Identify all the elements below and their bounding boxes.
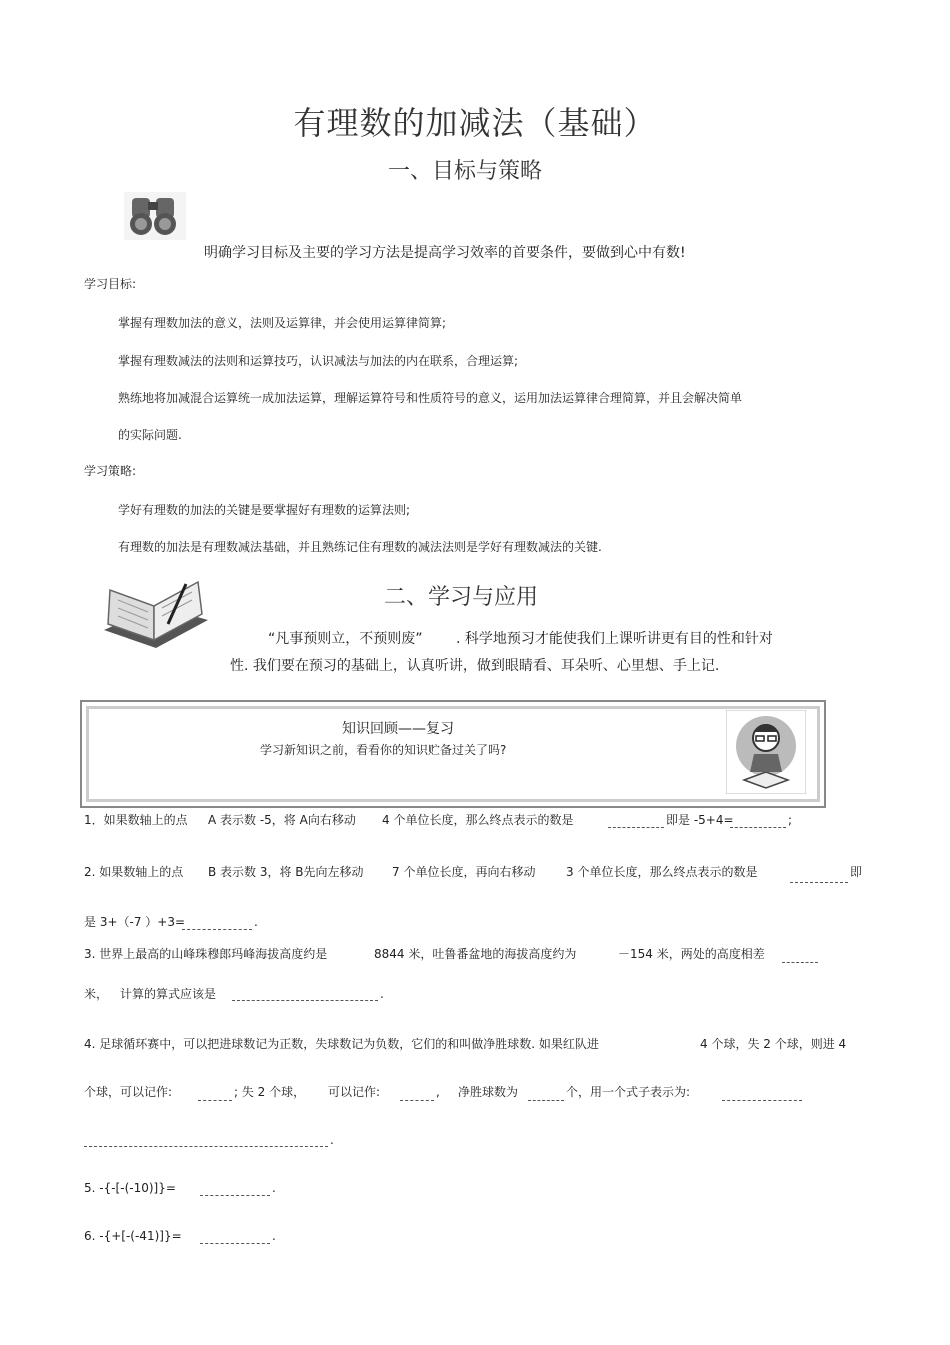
question-2-text: 3 个单位长度，那么终点表示的数是 <box>566 865 758 879</box>
quote-line2: 性. 我们要在预习的基础上，认真听讲，做到眼睛看、耳朵听、心里想、手上记. <box>230 658 720 674</box>
strategy-item: 学好有理数的加法的关键是要掌握好有理数的运算法则; <box>118 503 411 517</box>
question-1-text: A 表示数 -5，将 A向右移动 <box>208 813 356 827</box>
goal-item: 熟练地将加减混合运算统一成加法运算，理解运算符号和性质符号的意义，运用加法运算律合理简算，并且会解决简单 <box>118 391 743 405</box>
goals-label: 学习目标: <box>84 277 137 291</box>
question-4-text: 4. 足球循环赛中，可以把进球数记为正数，失球数记为负数，它们的和叫做净胜球数. 如果红队进 <box>84 1037 599 1051</box>
answer-blank[interactable] <box>730 813 786 828</box>
question-4-text: ; 失 2 个球， <box>234 1085 306 1099</box>
student-reading-icon <box>726 710 806 794</box>
answer-blank[interactable] <box>782 948 818 963</box>
question-2-text: B 表示数 3，将 B先向左移动 <box>208 865 364 879</box>
answer-blank[interactable] <box>198 1086 232 1101</box>
answer-blank[interactable] <box>790 868 848 883</box>
section1-heading: 一、目标与策略 <box>387 159 542 184</box>
page-title: 有理数的加减法（基础） <box>293 104 657 142</box>
question-2-text: . <box>254 915 258 929</box>
quote-part1: “凡事预则立，不预则废” <box>268 631 423 647</box>
question-4-text: , <box>436 1085 440 1099</box>
goal-item: 掌握有理数减法的法则和运算技巧，认识减法与加法的内在联系，合理运算; <box>118 354 519 368</box>
review-box-subtitle: 学习新知识之前，看看你的知识贮备过关了吗? <box>260 743 507 757</box>
question-4-text: 个，用一个式子表示为: <box>566 1085 691 1099</box>
quote-part2: . 科学地预习才能使我们上课听讲更有目的性和针对 <box>456 631 773 647</box>
question-3-text: 3. 世界上最高的山峰珠穆郎玛峰海拔高度约是 <box>84 947 328 961</box>
question-5-text: 5. -{-[-(-10)]}= <box>84 1181 176 1195</box>
question-3-text: 米， <box>84 987 109 1001</box>
question-4-text: 净胜球数为 <box>458 1085 519 1099</box>
question-6-text: . <box>272 1229 276 1243</box>
question-1-text: ; <box>788 813 793 827</box>
question-5-text: . <box>272 1181 276 1195</box>
answer-blank[interactable] <box>608 813 664 828</box>
answer-blank[interactable] <box>200 1229 270 1244</box>
goal-item: 的实际问题. <box>118 428 182 442</box>
strategy-item: 有理数的加法是有理数减法基础，并且熟练记住有理数的减法法则是学好有理数减法的关键. <box>118 540 602 554</box>
question-2-text: 是 3+（-7 ）+3= <box>84 915 186 929</box>
answer-blank[interactable] <box>400 1086 434 1101</box>
section2-heading: 二、学习与应用 <box>384 585 539 610</box>
review-box-title: 知识回顾——复习 <box>342 721 454 737</box>
binoculars-icon <box>124 192 186 240</box>
review-box <box>80 700 826 808</box>
question-3-text: －154 米，两处的高度相差 <box>618 947 765 961</box>
question-4-text: 4 个球，失 2 个球，则进 4 <box>700 1037 847 1051</box>
question-1-text: 即是 -5+4= <box>666 813 734 827</box>
question-4-text: 个球，可以记作: <box>84 1085 173 1099</box>
answer-blank[interactable] <box>528 1086 564 1101</box>
question-4-text: . <box>330 1133 334 1147</box>
answer-blank[interactable] <box>232 986 378 1001</box>
open-book-icon <box>98 576 212 660</box>
answer-blank[interactable] <box>722 1086 802 1101</box>
question-1-text: 1．如果数轴上的点 <box>84 813 188 827</box>
goal-item: 掌握有理数加法的意义，法则及运算律，并会使用运算律简算; <box>118 316 447 330</box>
question-2-text: 2. 如果数轴上的点 <box>84 865 184 879</box>
question-6-text: 6. -{+[-(-41)]}= <box>84 1229 182 1243</box>
question-3-text: 计算的算式应该是 <box>120 987 217 1001</box>
answer-blank[interactable] <box>84 1132 328 1147</box>
question-1-text: 4 个单位长度，那么终点表示的数是 <box>382 813 574 827</box>
question-2-text: 7 个单位长度，再向右移动 <box>392 865 536 879</box>
question-3-text: . <box>380 987 384 1001</box>
strategy-label: 学习策略: <box>84 464 137 478</box>
answer-blank[interactable] <box>182 915 252 930</box>
question-2-text: 即 <box>850 865 863 879</box>
answer-blank[interactable] <box>200 1181 270 1196</box>
question-4-text: 可以记作: <box>328 1085 381 1099</box>
section1-tagline: 明确学习目标及主要的学习方法是提高学习效率的首要条件，要做到心中有数! <box>204 245 686 261</box>
question-3-text: 8844 米，吐鲁番盆地的海拔高度约为 <box>374 947 577 961</box>
